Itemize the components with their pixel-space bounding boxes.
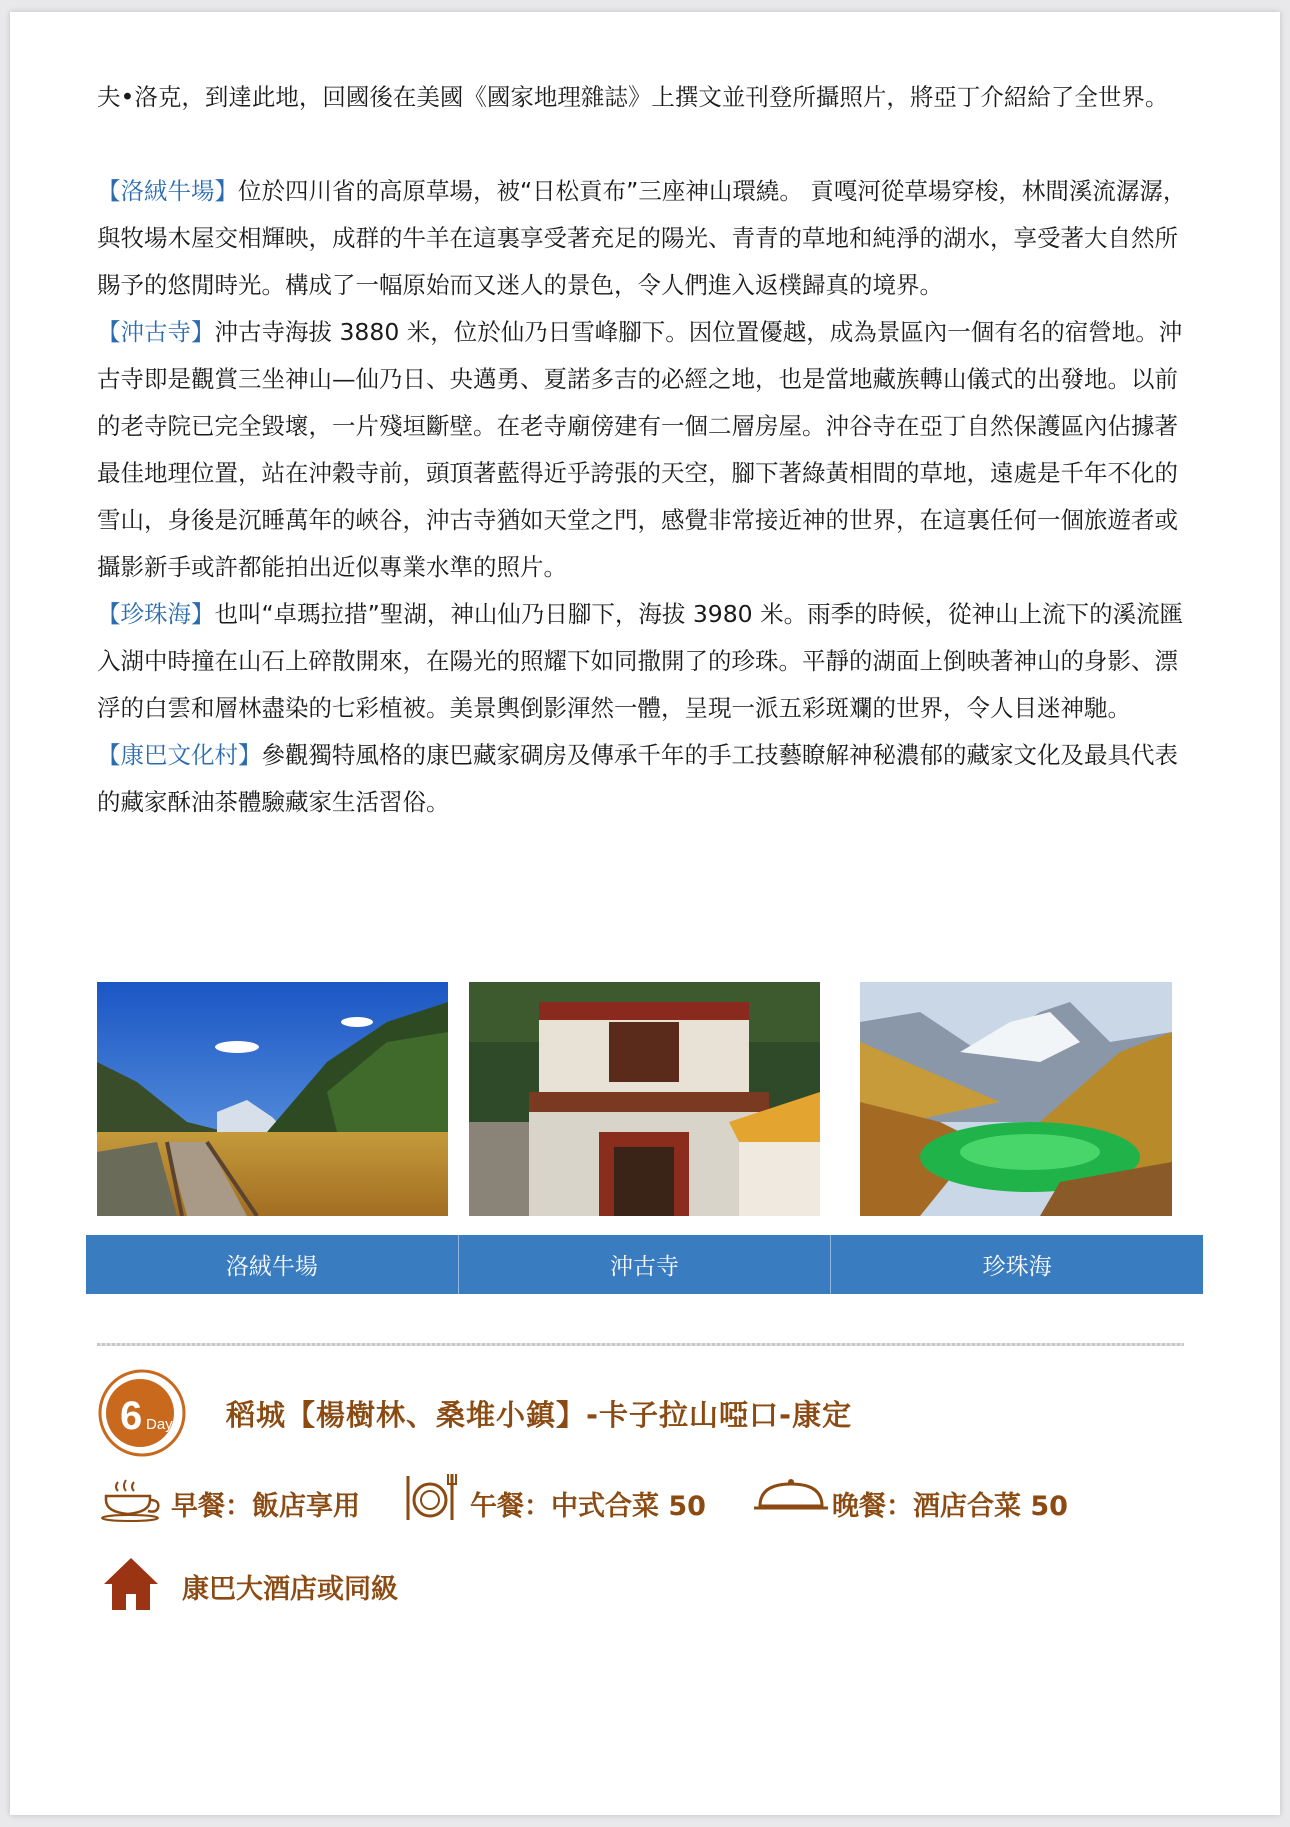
section-chonggu-temple — [97, 309, 1189, 591]
caption-chonggu-temple: 沖古寺 — [459, 1235, 832, 1294]
day-badge — [96, 1367, 188, 1459]
photo-luorong-ranch — [97, 982, 448, 1216]
article-body — [97, 74, 1189, 826]
photo-chonggu-temple — [469, 982, 820, 1216]
section-luorong-ranch — [97, 168, 1189, 309]
section-divider — [97, 1343, 1184, 1346]
caption-luorong-ranch: 洛絨牛場 — [86, 1235, 459, 1294]
section-text: 位於四川省的高原草場，被“日松貢布”三座神山環繞。 貢嘎河從草場穿梭，林間溪流潺潺，與牧場木屋交相輝映，成群的牛羊在這裏享受著充足的陽光、青青的草地和純淨的湖水，享受著大自然所賜予的悠閒時光。構成了一幅原始而又迷人的景色，令人們進入返樸歸真的境界。 — [97, 177, 1187, 299]
section-tag: 【康巴文化村】 — [97, 741, 262, 769]
plate-cutlery-icon — [400, 1470, 462, 1528]
dinner-text: 晚餐：酒店合菜 50 — [832, 1491, 1068, 1522]
day-label: Day — [146, 1416, 173, 1433]
house-icon — [102, 1556, 160, 1612]
hotel-text: 康巴大酒店或同級 — [182, 1574, 398, 1605]
section-tag: 【珍珠海】 — [97, 600, 215, 628]
coffee-cup-icon — [100, 1478, 162, 1522]
section-tag: 【洛絨牛場】 — [97, 177, 238, 205]
serving-cloche-icon — [752, 1476, 830, 1516]
section-kangba-village — [97, 732, 1189, 826]
section-text: 參觀獨特風格的康巴藏家碉房及傳承千年的手工技藝瞭解神秘濃郁的藏家文化及最具代表的藏家酥油茶體驗藏家生活習俗。 — [97, 741, 1178, 816]
section-tag: 【沖古寺】 — [97, 318, 215, 346]
photo-caption-bar — [86, 1235, 1203, 1294]
lunch-text: 午餐：中式合菜 50 — [470, 1491, 706, 1522]
section-pearl-lake — [97, 591, 1189, 732]
meals-row — [100, 1470, 1100, 1540]
intro-paragraph: 夫•洛克，到達此地，回國後在美國《國家地理雜誌》上撰文並刊登所攝照片，將亞丁介紹給了全世界。 — [97, 83, 1169, 111]
day-number: 6 — [120, 1394, 143, 1438]
section-text: 沖古寺海拔 3880 米，位於仙乃日雪峰腳下。因位置優越，成為景區內一個有名的宿營地。沖古寺即是觀賞三坐神山—仙乃日、央邁勇、夏諾多吉的必經之地，也是當地藏族轉山儀式的出發地。以前的老寺院已完全毀壞，一片殘垣斷壁。在老寺廟傍建有一個二層房屋。沖谷寺在亞丁自然保護區內佔據著最佳地理位置，站在沖穀寺前，頭頂著藍得近乎誇張的天空，腳下著綠黃相間的草地，遠處是千年不化的雪山，身後是沉睡萬年的峽谷，沖古寺猶如天堂之門，感覺非常接近神的世界，在這裏任何一個旅遊者或攝影新手或許都能拍出近似專業水準的照片。 — [97, 318, 1183, 581]
photo-pearl-lake — [860, 982, 1172, 1216]
breakfast-text: 早餐：飯店享用 — [171, 1491, 360, 1522]
section-text: 也叫“卓瑪拉措”聖湖，神山仙乃日腳下，海拔 3980 米。雨季的時候，從神山上流下的溪流匯入湖中時撞在山石上碎散開來，在陽光的照耀下如同撒開了的珍珠。平靜的湖面上倒映著神山的身影、漂浮的白雲和層林盡染的七彩植被。美景輿倒影渾然一體，呈現一派五彩斑斕的世界，令人目迷神馳。 — [97, 600, 1184, 722]
caption-pearl-lake: 珍珠海 — [982, 1254, 1052, 1280]
day-title: 稻城【楊樹林、桑堆小鎮】-卡子拉山啞口-康定 — [226, 1398, 853, 1432]
